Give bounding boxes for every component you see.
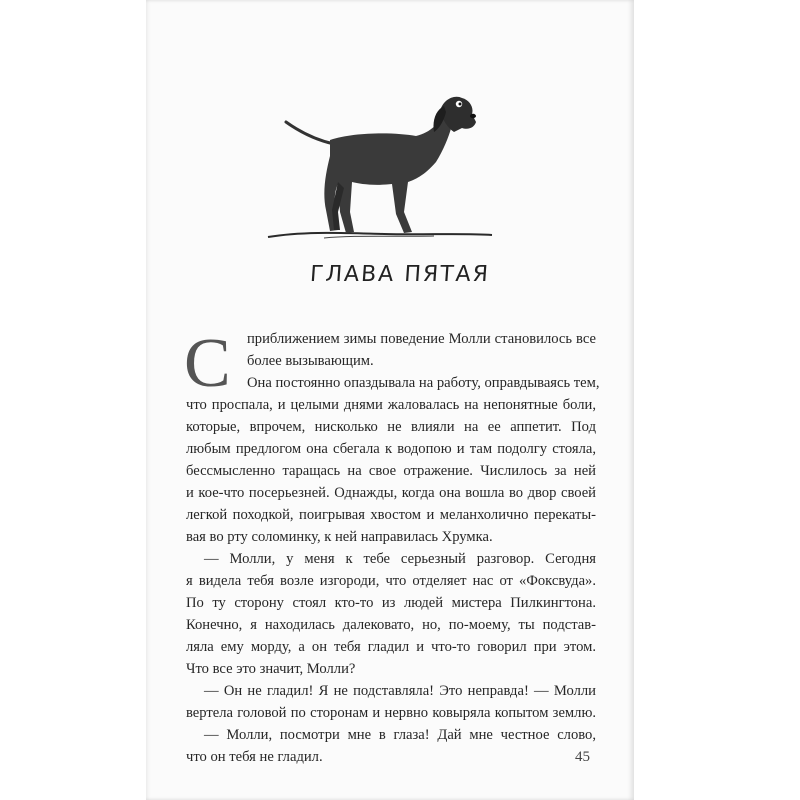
chapter-body-text [184,325,600,768]
text-line: Конечно, я находилась далековато, но, по-моему, ты подстав- [186,617,596,633]
chapter-title: ГЛАВА ПЯТАЯ [309,262,491,287]
text-line: — Молли, посмотри мне в глаза! Дай мне честное слово, [204,727,596,743]
drop-cap: С [184,325,231,402]
text-line: что проспала, и целыми днями жаловалась на непонятные боли, [186,397,596,413]
text-line: вертела головой по сторонам и нервно ковыряла копытом землю. [186,705,596,721]
text-line: что он тебя не гладил. [186,749,323,765]
text-line: приближением зимы поведение Молли становилось все [247,331,596,347]
text-line: — Молли, у меня к тебе серьезный разговор. Сегодня [204,551,596,567]
page-number: 45 [575,749,590,765]
text-line: вая во рту соломинку, к ней направилась Хрумка. [186,529,493,545]
text-line: бессмысленно таращась на свое отражение. Числилось за ней [186,463,596,479]
text-line: — Он не гладил! Я не подставляла! Это неправда! — Молли [204,683,596,699]
text-line: легкой походкой, поигрывая хвостом и меланхолично перекаты- [186,507,596,523]
text-line: ляла ему морду, а он тебя гладил и что-то говорил при этом. [186,639,596,655]
text-line: которые, впрочем, нисколько не влияли на ее аппетит. Под [186,419,596,435]
text-line: и кое-что посерьезней. Однажды, когда она вошла во двор своей [186,485,596,501]
text-line: Она постоянно опаздывала на работу, оправдываясь тем, [247,375,600,391]
text-line: я видела тебя возле изгороди, что отделяет нас от «Фоксвуда». [186,573,596,589]
text-line: Что все это значит, Молли? [186,661,356,677]
text-line: более вызывающим. [247,353,374,369]
text-line: любым предлогом она сбегала к водопою и там подолгу стояла, [186,441,596,457]
dog-illustration [264,92,496,252]
text-line: По ту сторону стоял кто-то из людей мистера Пилкингтона. [186,595,596,611]
